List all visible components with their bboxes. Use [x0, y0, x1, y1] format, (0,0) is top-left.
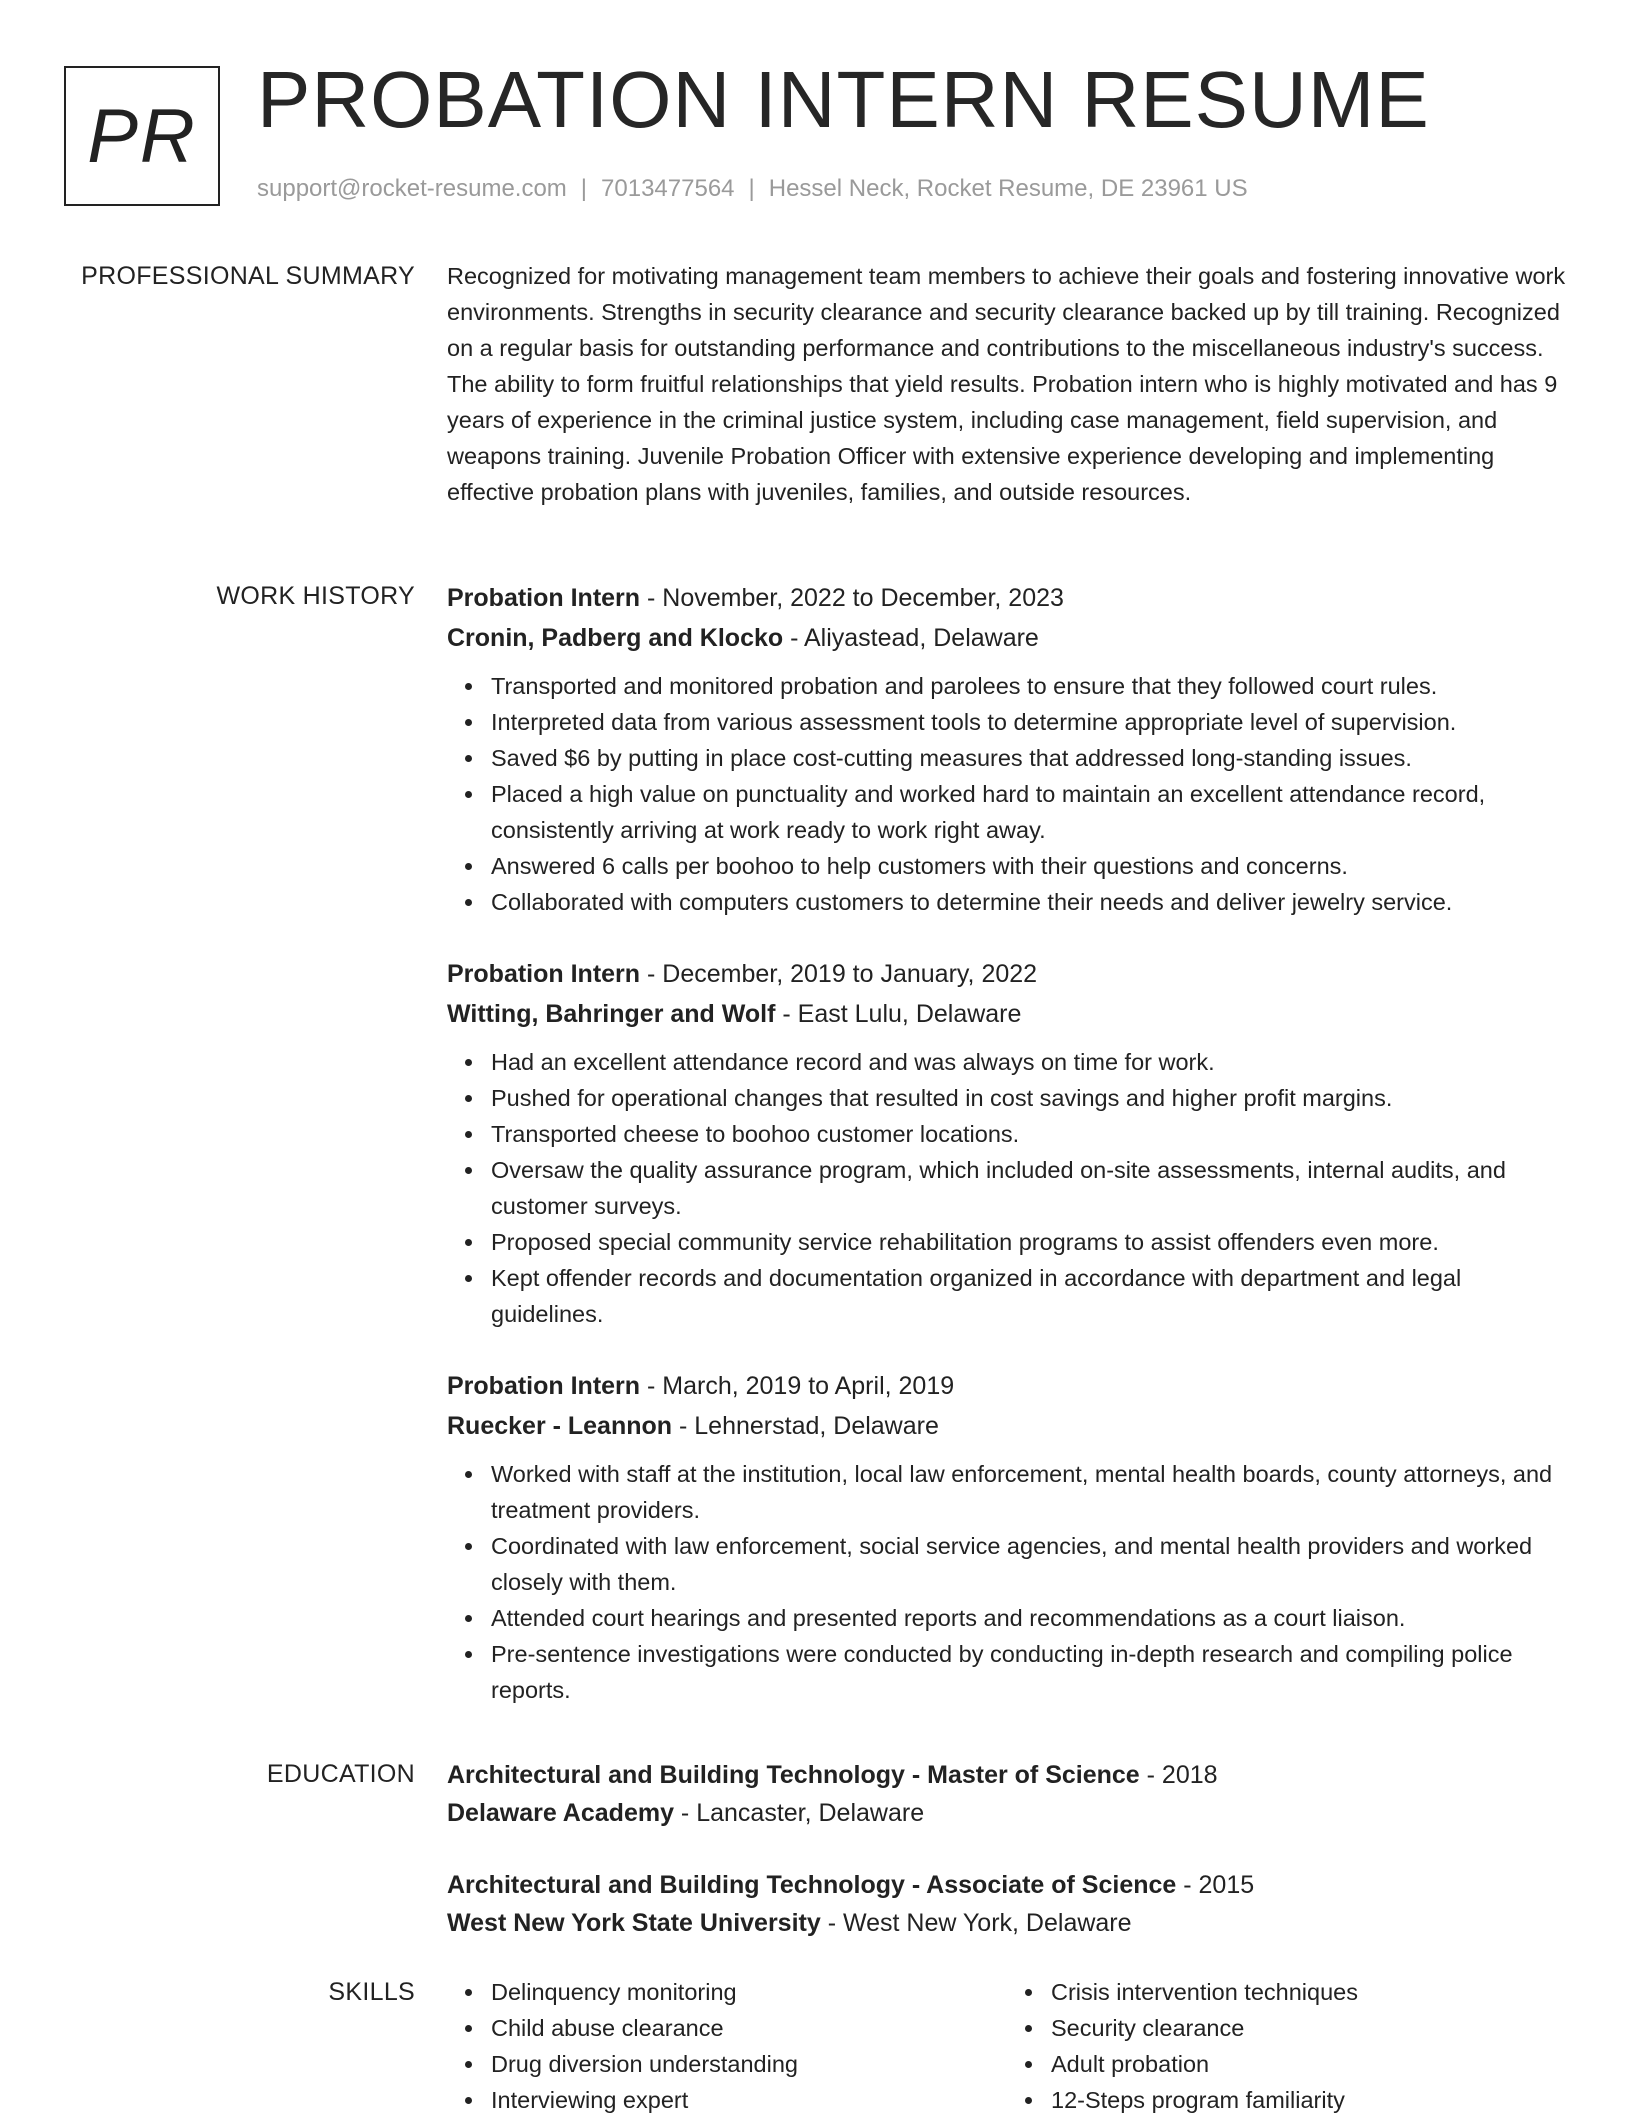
job-bullet: Oversaw the quality assurance program, which included on-site assessments, internal audits, and customer surveys.: [491, 1152, 1567, 1224]
job-title: Probation Intern: [447, 1372, 641, 1400]
job-entry: [447, 578, 1567, 920]
skills-column-right: [1007, 1974, 1567, 2118]
resume-title: PROBATION INTERN RESUME: [257, 55, 1430, 144]
grad-year: - 2015: [1176, 1871, 1255, 1899]
job-bullet: Answered 6 calls per boohoo to help customers with their questions and concerns.: [491, 848, 1567, 884]
school-location: - Lancaster, Delaware: [673, 1799, 925, 1827]
skill-item: Adult probation: [1051, 2046, 1567, 2082]
job-bullet: Kept offender records and documentation organized in accordance with department and legal guidelines.: [491, 1260, 1567, 1332]
section-label: SKILLS: [328, 1978, 415, 2006]
job-bullet: Coordinated with law enforcement, social service agencies, and mental health providers and worked closely with them.: [491, 1528, 1567, 1600]
job-title: Probation Intern: [447, 960, 641, 988]
job-title: Probation Intern: [447, 584, 641, 612]
job-entry: [447, 954, 1567, 1332]
separator: |: [748, 175, 755, 202]
monogram-initials: PR: [87, 93, 197, 179]
job-bullet: Proposed special community service rehabilitation programs to assist offenders even more.: [491, 1224, 1567, 1260]
section-label: PROFESSIONAL SUMMARY: [81, 262, 415, 290]
education-entry: [447, 1756, 1567, 1832]
job-location: - Aliyastead, Delaware: [783, 624, 1039, 652]
section-label: EDUCATION: [266, 1760, 415, 1788]
school-location: - West New York, Delaware: [820, 1909, 1132, 1937]
job-bullet: Worked with staff at the institution, local law enforcement, mental health boards, county attorneys, and treatment providers.: [491, 1456, 1567, 1528]
skill-item: Security clearance: [1051, 2010, 1567, 2046]
monogram-box: [64, 66, 220, 206]
contact-line: [257, 175, 1248, 203]
job-dates: - November, 2022 to December, 2023: [640, 584, 1064, 612]
degree: Architectural and Building Technology - Associate of Science: [447, 1871, 1177, 1899]
skill-item: Child abuse clearance: [491, 2010, 1007, 2046]
job-dates: - March, 2019 to April, 2019: [640, 1372, 955, 1400]
skill-item: Interviewing expert: [491, 2082, 1007, 2118]
section-label: WORK HISTORY: [216, 582, 415, 610]
grad-year: - 2018: [1139, 1761, 1218, 1789]
job-bullet: Saved $6 by putting in place cost-cutting measures that addressed long-standing issues.: [491, 740, 1567, 776]
job-bullet: Pushed for operational changes that resulted in cost savings and higher profit margins.: [491, 1080, 1567, 1116]
summary-text: Recognized for motivating management team members to achieve their goals and fostering innovative work environments. Strengths in security clearance and security clearance backed up by till training. Recognized on a regular basis for outstanding performance and contributions to the miscellaneous industry's success. The ability to form fruitful relationships that yield results. Probation intern who is highly motivated and has 9 years of experience in the criminal justice system, including case management, field supervision, and weapons training. Juvenile Probation Officer with extensive experience developing and implementing effective probation plans with juveniles, families, and outside resources.: [447, 263, 1566, 505]
job-location: - East Lulu, Delaware: [775, 1000, 1022, 1028]
job-bullet: Transported and monitored probation and parolees to ensure that they followed court rules.: [491, 668, 1567, 704]
contact-email[interactable]: support@rocket-resume.com: [257, 175, 567, 202]
job-company: Cronin, Padberg and Klocko: [447, 624, 784, 652]
contact-address: Hessel Neck, Rocket Resume, DE 23961 US: [768, 175, 1248, 202]
skill-item: Delinquency monitoring: [491, 1974, 1007, 2010]
skill-item: Drug diversion understanding: [491, 2046, 1007, 2082]
job-bullet: Pre-sentence investigations were conducted by conducting in-depth research and compiling police reports.: [491, 1636, 1567, 1708]
job-company: Witting, Bahringer and Wolf: [447, 1000, 776, 1028]
school-name: West New York State University: [447, 1909, 821, 1937]
school-name: Delaware Academy: [447, 1799, 674, 1827]
job-bullet: Placed a high value on punctuality and worked hard to maintain an excellent attendance record, consistently arriving at work ready to work right away.: [491, 776, 1567, 848]
skills-column-left: [447, 1974, 1007, 2118]
education-entry: [447, 1866, 1567, 1942]
job-bullet: Attended court hearings and presented reports and recommendations as a court liaison.: [491, 1600, 1567, 1636]
degree: Architectural and Building Technology - Master of Science: [447, 1761, 1140, 1789]
skill-item: Crisis intervention techniques: [1051, 1974, 1567, 2010]
job-location: - Lehnerstad, Delaware: [672, 1412, 939, 1440]
contact-phone[interactable]: 7013477564: [601, 175, 735, 202]
separator: |: [580, 175, 588, 202]
job-entry: [447, 1366, 1567, 1708]
job-dates: - December, 2019 to January, 2022: [640, 960, 1038, 988]
job-company: Ruecker - Leannon: [447, 1412, 673, 1440]
job-bullet: Transported cheese to boohoo customer locations.: [491, 1116, 1567, 1152]
job-bullet: Collaborated with computers customers to determine their needs and deliver jewelry service.: [491, 884, 1567, 920]
job-bullet: Had an excellent attendance record and was always on time for work.: [491, 1044, 1567, 1080]
job-bullet: Interpreted data from various assessment tools to determine appropriate level of supervision.: [491, 704, 1567, 740]
skill-item: 12-Steps program familiarity: [1051, 2082, 1567, 2118]
